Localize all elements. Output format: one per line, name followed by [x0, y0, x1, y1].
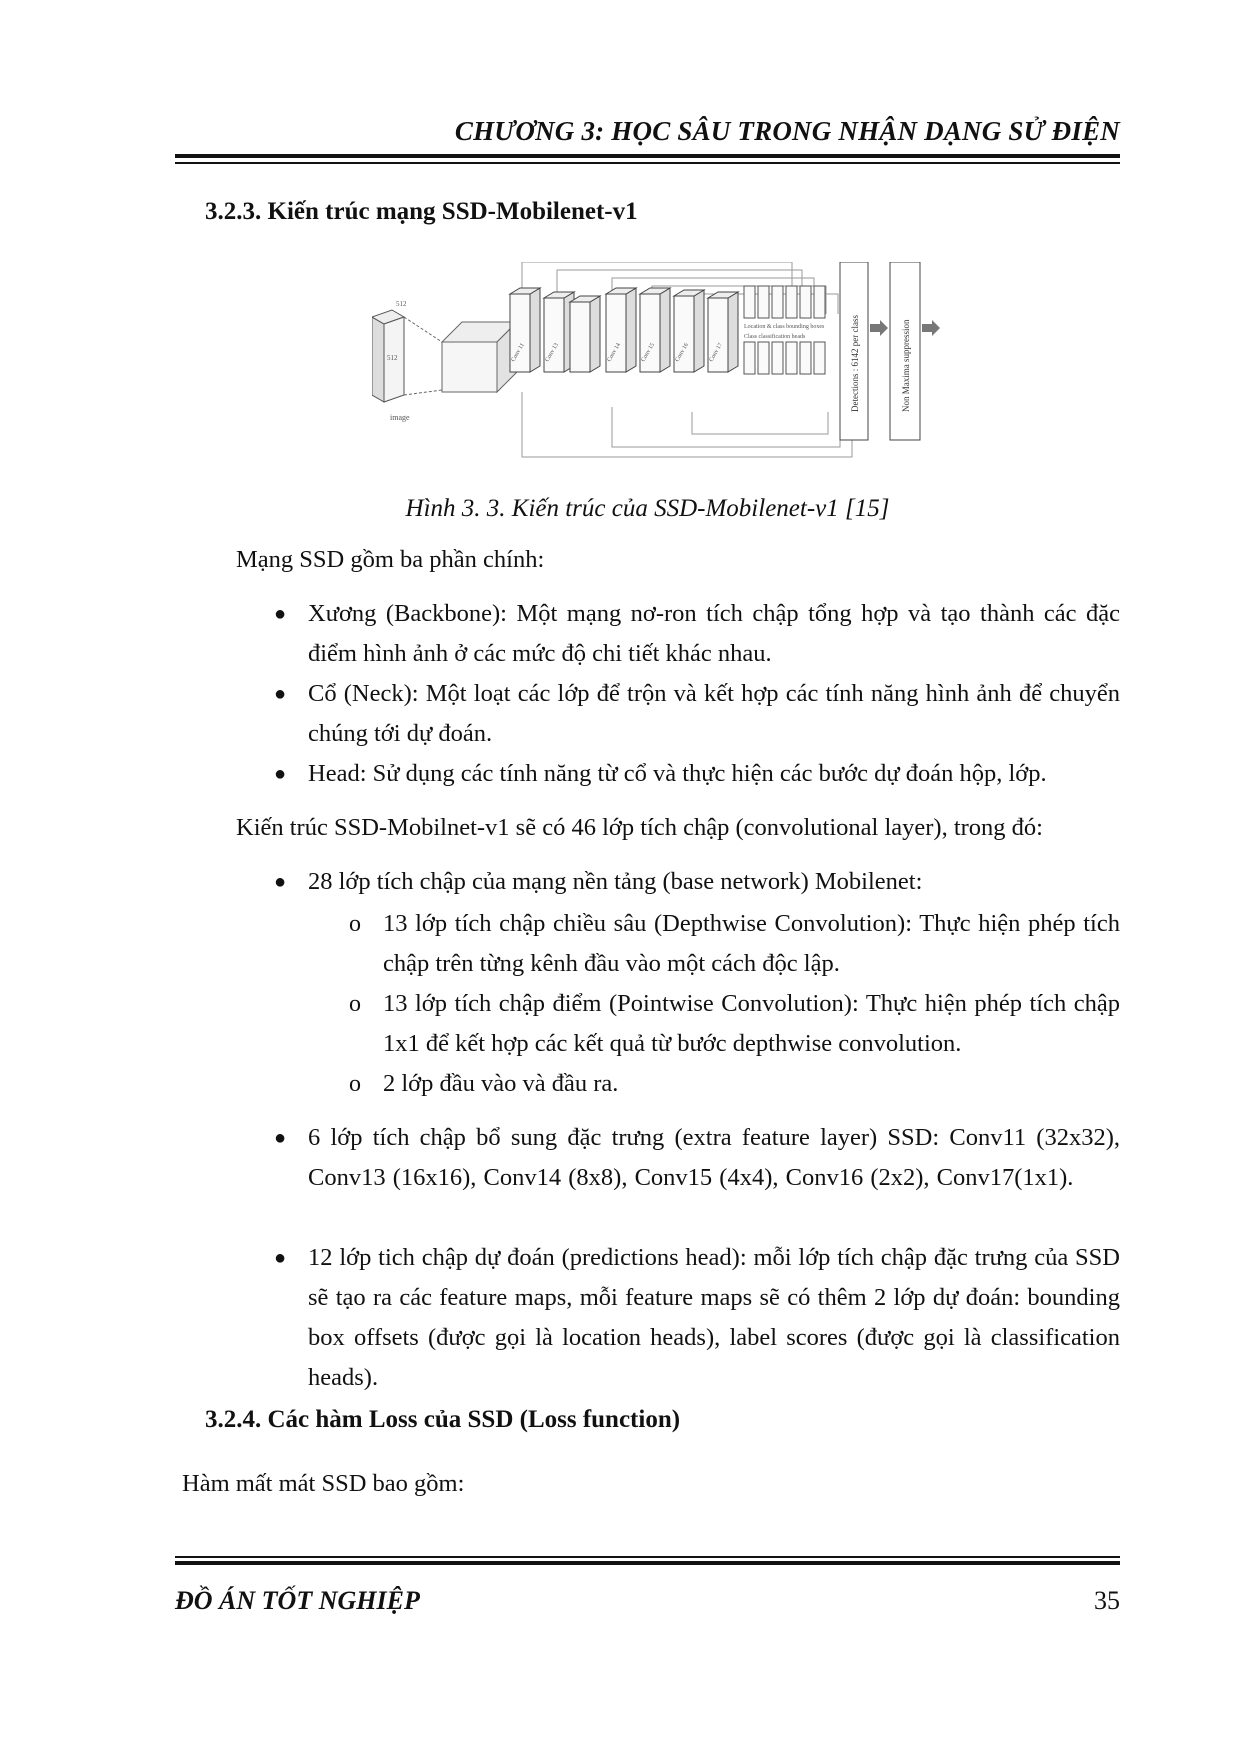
list-item: ● Cổ (Neck): Một loạt các lớp để trộn và kết hợp các tính năng hình ảnh để chuyển chúng tới dự đoán. [308, 674, 1120, 754]
list-item: ● Head: Sử dụng các tính năng từ cổ và thực hiện các bước dự đoán hộp, lớp. [308, 754, 1120, 794]
list-item: ● Xương (Backbone): Một mạng nơ-ron tích chập tổng hợp và tạo thành các đặc điểm hình ảnh ở các mức độ chi tiết khác nhau. [308, 594, 1120, 674]
bullet-icon: ● [274, 603, 287, 625]
figure-caption: Hình 3. 3. Kiến trúc của SSD-Mobilenet-v1 [15] [405, 495, 890, 522]
circle-bullet-icon: o [349, 1071, 361, 1097]
bullet-icon: ● [274, 683, 287, 705]
footer-rule-thin [175, 1556, 1120, 1558]
list-item: ● 12 lớp tich chập dự đoán (predictions head): mỗi lớp tích chập đặc trưng của SSD sẽ tạo ra các feature maps, mỗi feature maps sẽ có thêm 2 lớp dự đoán: bounding box offsets (được gọi là location heads), label scores (được gọi là classification heads). [308, 1238, 1120, 1398]
chapter-title: CHƯƠNG 3: HỌC SÂU TRONG NHẬN DẠNG SỬ ĐIỆN [454, 116, 1120, 146]
circle-bullet-icon: o [349, 991, 361, 1017]
bullet-icon: ● [274, 1247, 287, 1269]
conv-label: Conv 16 [674, 342, 690, 363]
loss-intro: Hàm mất mát SSD bao gồm: [182, 1470, 465, 1497]
arrow-icon [870, 320, 888, 336]
bullet-icon: ● [274, 763, 287, 785]
class-heads-label: Class classification heads [744, 334, 806, 340]
page-number: 35 [1094, 1586, 1120, 1615]
detections-label: Detections : 6142 per class [850, 315, 860, 412]
footer-rule-thick [175, 1561, 1120, 1565]
conv-label: Conv 11 [510, 342, 526, 363]
nms-label: Non Maxima suppression [901, 319, 911, 412]
architecture-intro: Kiến trúc SSD-Mobilnet-v1 sẽ có 46 lớp tích chập (convolutional layer), trong đó: [236, 814, 1043, 841]
list-item: ● 28 lớp tích chập của mạng nền tảng (base network) Mobilenet: [308, 862, 1120, 902]
section-heading-324: 3.2.4. Các hàm Loss của SSD (Loss function) [205, 1406, 681, 1433]
head-boxes [744, 286, 825, 374]
conv-label: Conv 15 [640, 342, 656, 363]
header-rule-thick [175, 154, 1120, 158]
section-heading-323: 3.2.3. Kiến trúc mạng SSD-Mobilenet-v1 [205, 198, 638, 225]
dim-width-label: 512 [396, 300, 407, 308]
ssd-architecture-figure [372, 262, 979, 462]
sub-list-item: o 2 lớp đầu vào và đầu ra. [383, 1064, 1120, 1104]
bullet-icon: ● [274, 1127, 287, 1149]
header-rule-thin [175, 162, 1120, 164]
arrow-icon [922, 320, 940, 336]
location-heads-label: Location & class bounding boxes [744, 324, 825, 330]
intro-paragraph: Mạng SSD gồm ba phần chính: [236, 546, 545, 573]
backbone-block [404, 317, 517, 395]
conv-label: Conv 14 [606, 342, 622, 363]
sub-list-item: o 13 lớp tích chập điểm (Pointwise Convolution): Thực hiện phép tích chập 1x1 để kết hợp các kết quả từ bước depthwise convolution. [383, 984, 1120, 1064]
conv-label: Conv 17 [708, 342, 724, 363]
circle-bullet-icon: o [349, 911, 361, 937]
bullet-icon: ● [274, 871, 287, 893]
sub-list-item: o 13 lớp tích chập chiều sâu (Depthwise Convolution): Thực hiện phép tích chập trên từng kênh đầu vào một cách độc lập. [383, 904, 1120, 984]
list-item: ● 6 lớp tích chập bổ sung đặc trưng (extra feature layer) SSD: Conv11 (32x32), Conv13 (16x16), Conv14 (8x8), Conv15 (4x4), Conv16 (2x2), Conv17(1x1). [308, 1118, 1120, 1198]
image-label: image [390, 413, 410, 422]
conv-label: Conv 13 [544, 342, 560, 363]
footer-title: ĐỒ ÁN TỐT NGHIỆP [175, 1586, 420, 1615]
dim-height-label: 512 [387, 354, 398, 362]
